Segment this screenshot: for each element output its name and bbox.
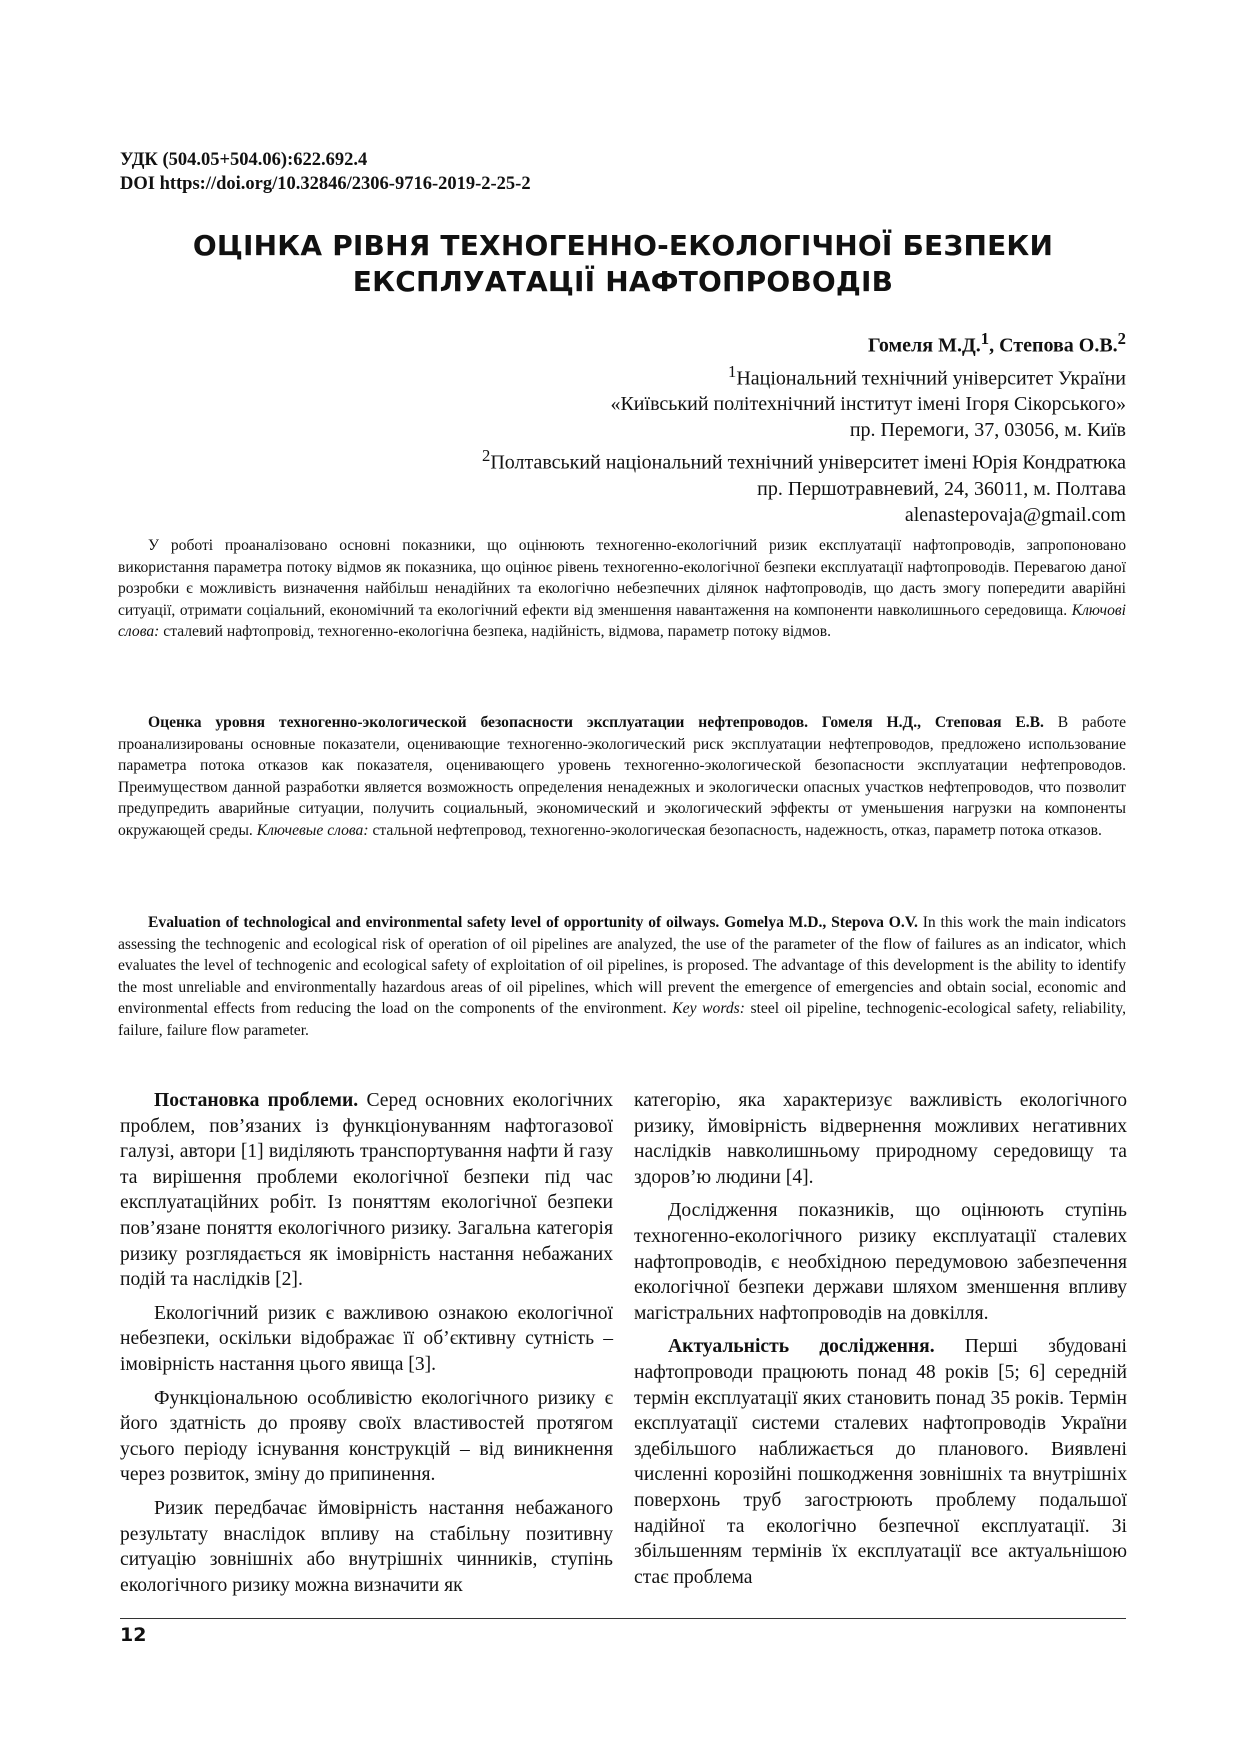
abstract-ua (118, 535, 1126, 643)
paragraph: Ризик передбачає ймовірність настання небажаного результату внаслідок впливу на стабільну позитивну ситуацію зовнішніх або внутрішніх чинників, ступінь екологічного ризику можна визначити як (120, 1497, 613, 1596)
abstract-en-title: Evaluation of technological and environmental safety level of opportunity of oilways. Gomelya M.D., Stepova O.V. (148, 914, 918, 931)
affiliation-1 (482, 359, 1126, 392)
paragraph-text: Перші збудовані нафтопроводи працюють понад 48 років [5; 6] середній термін експлуатації яких становить понад 35 років. Термін експлуатації системи сталевих нафтопроводів України здебільшого наближається до планового. Виявлені численні корозійні пошкодження зовнішніх та внутрішніх поверхонь труб загострюють проблему подальшої надійної та екологічно безпечної експлуатації. Зі збільшенням термінів їх експлуатації все актуальнішою стає проблема (634, 1336, 1127, 1588)
doi-link[interactable]: DOI https://doi.org/10.32846/2306-9716-2019-2-25-2 (120, 174, 531, 194)
section-heading-problem: Постановка проблеми. (154, 1090, 359, 1111)
author-separator: , (989, 334, 1000, 357)
aff1-line3: пр. Перемоги, 37, 03056, м. Київ (849, 419, 1126, 442)
abstract-en-text: In this work the main indicators assessing the technogenic and ecological risk of operation of oil pipelines are analyzed, the use of the parameter of the flow of failures as an indicator, which evaluates the level of technogenic and ecological safety of exploitation of oil pipelines, is proposed. The advantage of this development is the ability to identify the most unreliable and environmentally hazardous areas of oil pipelines, which will prevent the emergence of emergencies and obtain social, economic and environmental effects from reducing the load on the components of the environment. (118, 914, 1126, 1018)
author-1: Гомеля М.Д. (867, 334, 981, 357)
abstract-en (118, 912, 1126, 1042)
abstract-ru-title: Оценка уровня техногенно-экологической безопасности эксплуатации нефтепроводов. Гомеля Н.Д., Степовая Е.В. (148, 714, 1044, 731)
page-number: 12 (120, 1624, 147, 1646)
aff1-line1: Національний технічний університет України (736, 367, 1126, 390)
paragraph (634, 1334, 1127, 1590)
paragraph: Функціональною особливістю екологічного ризику є його здатність до прояву своїх властивостей протягом усього періоду існування конструкцій – від виникнення через розвиток, зміну до припинення. (120, 1387, 613, 1486)
affiliation-2 (482, 443, 1126, 476)
author-names (482, 326, 1126, 359)
author-2: Степова О.В. (999, 334, 1118, 357)
aff2-line2: пр. Першотравневий, 24, 36011, м. Полтава (757, 477, 1126, 500)
section-heading-relevance: Актуальність дослідження. (668, 1336, 935, 1358)
aff1-line2: «Київський політехнічний інститут імені Ігоря Сікорського» (610, 393, 1126, 416)
paragraph: Екологічний ризик є важливою ознакою екологічної небезпеки, оскільки відображає її об’єктивну сутність – імовірність настання цього явища [3]. (120, 1302, 613, 1375)
abstract-ua-kw-label: Ключові слова: (118, 601, 1126, 641)
body-column-right (634, 1088, 1127, 1598)
aff2-sup: 2 (481, 446, 491, 466)
author-2-sup: 2 (1117, 329, 1126, 348)
udc-code: УДК (504.05+504.06):622.692.4 (120, 150, 368, 170)
aff1-sup: 1 (727, 361, 737, 381)
paragraph-text: Серед основних екологічних проблем, пов’язаних із функціонуванням нафтогазової галузі, автори [1] виділяють транспортування нафти й газу та вирішення проблеми екологічної безпеки під час експлуатаційних робіт. Із поняттям екологічної безпеки пов’язане поняття екологічного ризику. Загальна категорія ризику розглядається як імовірність настання небажаних подій та наслідків [2]. (120, 1090, 614, 1291)
article-title (120, 228, 1126, 300)
aff2-line1: Полтавський національний технічний університет імені Юрія Кондратюка (490, 451, 1126, 474)
author-1-sup: 1 (980, 329, 990, 348)
abstract-ru-kw-label: Ключевые слова: (256, 821, 369, 839)
title-line-2: ЕКСПЛУАТАЦІЇ НАФТОПРОВОДІВ (352, 265, 894, 298)
footer-rule (120, 1618, 1126, 1619)
paragraph: Дослідження показників, що оцінюють ступінь техногенно-екологічного ризику експлуатації сталевих нафтопроводів, є необхідною передумовою забезпечення екологічної безпеки держави шляхом зменшення впливу магістральних нафтопроводів на довкілля. (634, 1200, 1127, 1324)
paragraph (120, 1088, 613, 1293)
abstract-ru (118, 712, 1126, 842)
author-email[interactable]: alenastepovaja@gmail.com (904, 503, 1126, 526)
body-column-left (120, 1088, 613, 1606)
abstract-en-keywords: steel oil pipeline, technogenic-ecological safety, reliability, failure, failure flow parameter. (118, 1000, 1126, 1039)
paragraph: категорію, яка характеризує важливість екологічного ризику, ймовірність відвернення можливих негативних наслідків навколишньому природному середовищу та здоров’ю людини [4]. (634, 1090, 1127, 1188)
abstract-ua-text: У роботі проаналізовано основні показники, що оцінюють техногенно-екологічний ризик експлуатації нафтопроводів, запропоновано використання параметра потоку відмов як показника, що оцінює рівень техногенно-екологічної безпеки експлуатації нафтопроводів. Перевагою даної розробки є можливість визначення найбільш ненадійних та екологічно небезпечних ділянок нафтопроводів, що дасть змогу попередити аварійні ситуації, отримати соціальний, економічний та екологічний ефекти від зменшення навантаження на компоненти навколишнього середовища. (118, 537, 1126, 619)
abstract-en-kw-label: Key words: (672, 1000, 745, 1018)
authors-block (482, 326, 1126, 528)
abstract-ru-keywords: стальной нефтепровод, техногенно-экологическая безопасность, надежность, отказ, параметр потока отказов. (372, 821, 1102, 839)
abstract-ru-text: В работе проанализированы основные показатели, оценивающие техногенно-экологический риск эксплуатации нефтепроводов, предложено использование параметра потока отказов как показателя, оценивающего уровень техногенно-экологической безопасности эксплуатации нефтепроводов. Преимуществом данной разработки является возможность определения ненадежных и экологически опасных участков нефтепроводов, что позволит предупредить аварийные ситуации, получить социальный, экономический и экологический эффекты от уменьшения нагрузки на компоненты окружающей среды. (118, 714, 1126, 839)
header-identifiers (120, 148, 531, 196)
title-line-1: ОЦІНКА РІВНЯ ТЕХНОГЕННО-ЕКОЛОГІЧНОЇ БЕЗПЕКИ (192, 229, 1054, 262)
abstract-ua-keywords: сталевий нафтопровід, техногенно-екологічна безпека, надійність, відмова, параметр потоку відмов. (163, 623, 832, 641)
